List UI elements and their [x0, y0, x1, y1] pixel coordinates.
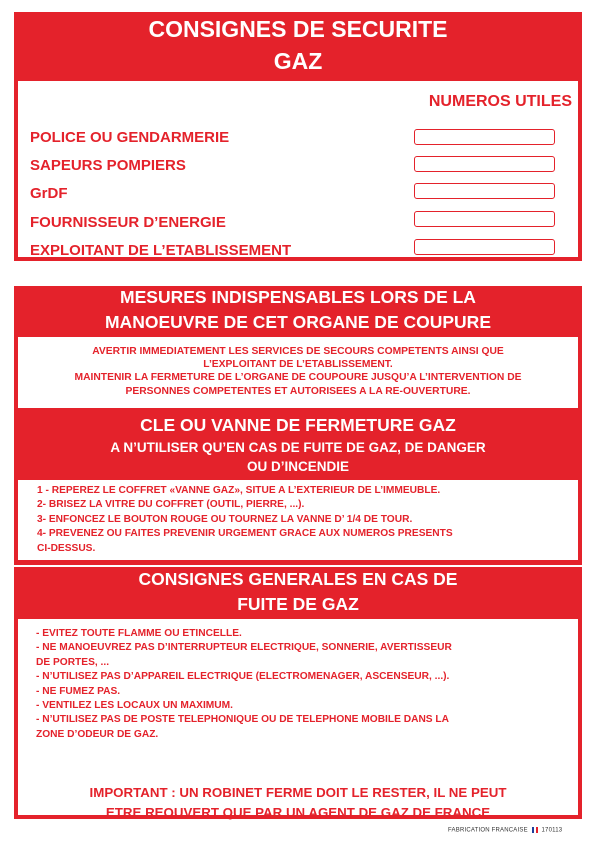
contact-field-exploitant[interactable]	[414, 239, 555, 255]
mesures-band	[14, 286, 582, 412]
important-line2: ETRE REOUVERT QUE PAR UN AGENT DE GAZ DE FRANCE	[105, 805, 491, 820]
generales-title-line2: FUITE DE GAZ	[237, 594, 359, 614]
cle-band	[14, 410, 582, 565]
cle-step: 2- BRISEZ LA VITRE DU COFFRET (OUTIL, PIERRE, ...).	[37, 499, 305, 511]
generales-line: - N’UTILISEZ PAS DE POSTE TELEPHONIQUE OU DE TELEPHONE MOBILE DANS LA	[36, 714, 450, 726]
contact-field-pompiers[interactable]	[414, 156, 555, 172]
safety-sign	[14, 12, 582, 821]
contact-field-grdf[interactable]	[414, 183, 555, 199]
contacts-panel	[18, 81, 578, 257]
mesures-line: AVERTIR IMMEDIATEMENT LES SERVICES DE SECOURS COMPETENTS AINSI QUE	[92, 346, 504, 357]
mesures-line: MAINTENIR LA FERMETURE DE L’ORGANE DE COUPOURE JUSQU’A L’INTERVENTION DE	[74, 372, 522, 384]
header-title-line2: GAZ	[273, 48, 323, 74]
generales-line: - VENTILEZ LES LOCAUX UN MAXIMUM.	[36, 700, 233, 712]
generales-list	[36, 627, 452, 742]
fabrication-label: FABRICATION FRANCAISE	[448, 827, 528, 834]
mesures-line: PERSONNES COMPETENTES ET AUTORISEES A LA RE-OUVERTURE.	[125, 385, 471, 397]
contact-label-exploitant: EXPLOITANT DE L’ETABLISSEMENT	[30, 242, 292, 259]
cle-subtitle-line1: A N’UTILISER QU’EN CAS DE FUITE DE GAZ, DE DANGER	[110, 440, 486, 455]
cle-title: CLE OU VANNE DE FERMETURE GAZ	[140, 415, 456, 435]
mesures-text-panel	[18, 337, 578, 408]
contact-label-grdf: GrDF	[30, 185, 68, 202]
cle-steps-panel	[18, 480, 578, 560]
mesures-line: L’EXPLOITANT DE L’ETABLISSEMENT.	[203, 359, 393, 371]
contact-field-police[interactable]	[414, 129, 555, 145]
generales-line: ZONE D’ODEUR DE GAZ.	[36, 728, 159, 740]
header-title-line1: CONSIGNES DE SECURITE	[148, 16, 448, 42]
generales-text-panel	[18, 619, 578, 820]
footer	[448, 827, 562, 834]
generales-line: - NE FUMEZ PAS.	[36, 685, 121, 697]
numeros-utiles-title: NUMEROS UTILES	[428, 93, 572, 110]
reference-number: 170113	[541, 827, 563, 834]
cle-step: 3- ENFONCEZ LE BOUTON ROUGE OU TOURNEZ LA VANNE D’ 1/4 DE TOUR.	[37, 513, 413, 525]
generales-band	[14, 567, 582, 819]
cle-subtitle-line2: OU D’INCENDIE	[246, 459, 349, 474]
generales-title-line1: CONSIGNES GENERALES EN CAS DE	[138, 569, 458, 589]
cle-step: 4- PREVENEZ OU FAITES PREVENIR URGEMENT GRACE AUX NUMEROS PRESENTS	[37, 528, 453, 540]
french-flag-icon	[532, 827, 538, 833]
generales-line: - N’UTILISEZ PAS D’APPAREIL ELECTRIQUE (ELECTROMENAGER, ASCENSEUR, ...).	[36, 671, 450, 683]
contact-label-pompiers: SAPEURS POMPIERS	[30, 157, 186, 174]
generales-line: - NE MANOEUVREZ PAS D’INTERRUPTEUR ELECTRIQUE, SONNERIE, AVERTISSEUR	[36, 642, 452, 654]
header-band	[14, 12, 582, 261]
mesures-title-line1: MESURES INDISPENSABLES LORS DE LA	[120, 287, 476, 307]
cle-step: 1 - REPEREZ LE COFFRET «VANNE GAZ», SITUE A L’EXTERIEUR DE L’IMMEUBLE.	[37, 485, 441, 496]
generales-line: DE PORTES, ...	[36, 656, 110, 668]
contact-field-fournisseur[interactable]	[414, 211, 555, 227]
contact-label-police: POLICE OU GENDARMERIE	[30, 129, 230, 146]
cle-step: CI-DESSUS.	[37, 542, 96, 554]
contact-label-fournisseur: FOURNISSEUR D’ENERGIE	[30, 214, 226, 231]
important-line1: IMPORTANT : UN ROBINET FERME DOIT LE RESTER, IL NE PEUT	[89, 785, 507, 800]
generales-line: - EVITEZ TOUTE FLAMME OU ETINCELLE.	[36, 628, 242, 639]
mesures-title-line2: MANOEUVRE DE CET ORGANE DE COUPURE	[104, 312, 491, 332]
